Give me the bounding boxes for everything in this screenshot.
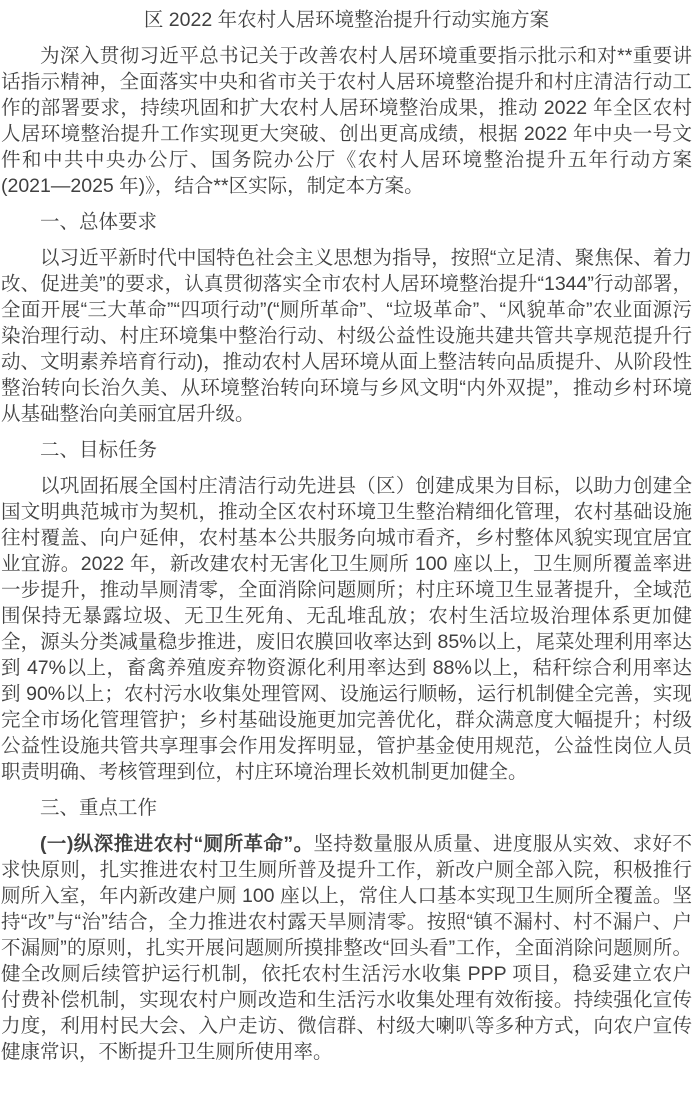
paragraph-toilet-revolution-lead: (一)纵深推进农村“厕所革命”。 [40,833,314,855]
paragraph-intro: 为深入贯彻习近平总书记关于改善农村人居环境重要指示批示和对**重要讲话指示精神，全面落实中央和省市关于农村人居环境整治提升和村庄清洁行动工作的部署要求，持续巩固和扩大农村人居环境整治成果，推动 2022 年全区农村人居环境整治提升工作实现更大突破、创出更高成绩，根据 2022 年中央一号文件和中共中央办公厅、国务院办公厅《农村人居环境整治提升五年行动方案(2021—2025 年)》，结合**区实际，制定本方案。 [1,45,692,197]
section-heading-goals-tasks: 二、目标任务 [40,439,158,461]
section-heading-overall-requirements: 一、总体要求 [40,211,158,233]
doc-title: 区 2022 年农村人居环境整治提升行动实施方案 [143,9,550,31]
paragraph-overall-requirements: 以习近平新时代中国特色社会主义思想为指导，按照“立足清、聚焦保、着力改、促进美”的要求，认真贯彻落实全市农村人居环境整治提升“1344”行动部署，全面开展“三大革命”“四项行动”(“厕所革命”、“垃圾革命”、“风貌革命”农业面源污染治理行动、村庄环境集中整治行动、村级公益性设施共建共管共享规范提升行动、文明素养培育行动)，推动农村人居环境从面上整洁转向品质提升、从阶段性整治转向长治久美、从环境整治转向环境与乡风文明“内外双提”，推动乡村环境从基础整治向美丽宜居升级。 [1,247,692,425]
paragraph-toilet-revolution [1,831,692,1065]
paragraph-toilet-revolution-body: 坚持数量服从质量、进度服从实效、求好不求快原则，扎实推进农村卫生厕所普及提升工作，新改户厕全部入院，积极推行厕所入室，年内新改建户厕 100 座以上，常住人口基本实现卫生厕所全覆盖。坚持“改”与“治”结合，全力推进农村露天旱厕清零。按照“镇不漏村、村不漏户、户不漏厕”的原则，扎实开展问题厕所摸排整改“回头看”工作，全面消除问题厕所。健全改厕后续管护运行机制，依托农村生活污水收集 PPP 项目，稳妥建立农户付费补偿机制，实现农村户厕改造和生活污水收集处理有效衔接。持续强化宣传力度，利用村民大会、入户走访、微信群、村级大喇叭等多种方式，向农户宣传健康常识，不断提升卫生厕所使用率。 [1,833,692,1063]
paragraph-goals-tasks: 以巩固拓展全国村庄清洁行动先进县（区）创建成果为目标，以助力创建全国文明典范城市为契机，推动全区农村环境卫生整治精细化管理，农村基础设施往村覆盖、向户延伸，农村基本公共服务向城市看齐，乡村整体风貌实现宜居宜业宜游。2022 年，新改建农村无害化卫生厕所 100 座以上，卫生厕所覆盖率进一步提升，推动旱厕清零，全面消除问题厕所；村庄环境卫生显著提升，全域范围保持无暴露垃圾、无卫生死角、无乱堆乱放；农村生活垃圾治理体系更加健全，源头分类减量稳步推进，废旧农膜回收率达到 85%以上，尾菜处理利用率达到 47%以上，畜禽养殖废弃物资源化利用率达到 88%以上，秸秆综合利用率达到 90%以上；农村污水收集处理管网、设施运行顺畅，运行机制健全完善，实现完全市场化管理管护；乡村基础设施更加完善优化，群众满意度大幅提升；村级公益性设施共管共享理事会作用发挥明显，管护基金使用规范，公益性岗位人员职责明确、考核管理到位，村庄环境治理长效机制更加健全。 [1,475,692,783]
section-heading-key-work: 三、重点工作 [40,797,158,819]
